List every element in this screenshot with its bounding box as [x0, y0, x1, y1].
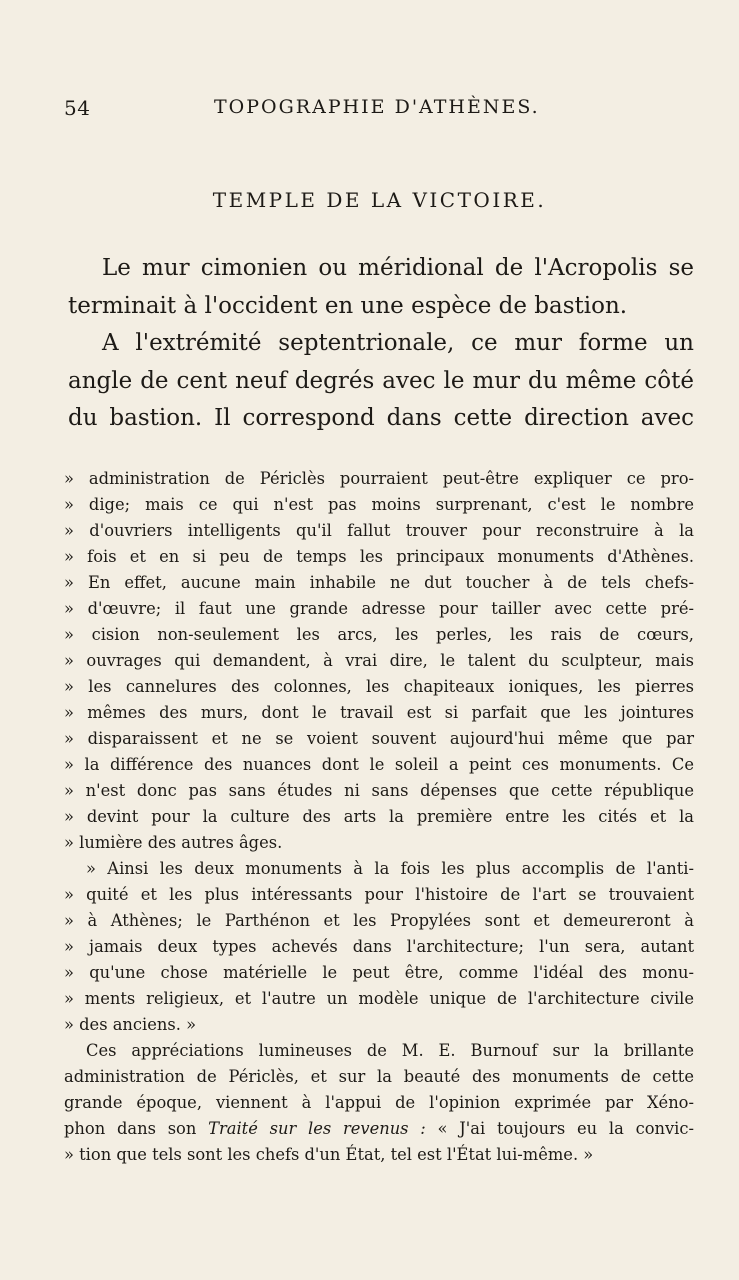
footnote-text: « J'ai toujours eu la convic-	[425, 1119, 695, 1138]
footnote-line: » administration de Périclès pourraient peut-être expliquer ce pro-	[64, 469, 694, 488]
footnote-line: » disparaissent et ne se voient souvent aujourd'hui même que par	[64, 729, 694, 748]
footnote-line: grande époque, viennent à l'appui de l'opinion exprimée par Xéno-	[64, 1093, 694, 1112]
cited-work-title: Traité sur les revenus :	[208, 1119, 426, 1138]
footnote-text: phon dans son	[64, 1119, 209, 1138]
footnote-line: » n'est donc pas sans études ni sans dépenses que cette république	[64, 781, 694, 800]
main-text	[68, 250, 694, 438]
main-text-line: terminait à l'occident en une espèce de bastion.	[68, 292, 628, 319]
page-number: 54	[64, 96, 91, 120]
footnote-line: administration de Périclès, et sur la beauté des monuments de cette	[64, 1067, 694, 1086]
footnote-line: » d'ouvriers intelligents qu'il fallut trouver pour reconstruire à la	[64, 521, 694, 540]
main-text-line: Le mur cimonien ou méridional de l'Acropolis se	[102, 255, 694, 281]
footnote-line: » cision non-seulement les arcs, les perles, les rais de cœurs,	[64, 625, 694, 644]
footnote-line: » quité et les plus intéressants pour l'histoire de l'art se trouvaient	[64, 885, 694, 904]
running-title: TOPOGRAPHIE D'ATHÈNES.	[214, 96, 540, 118]
footnote-line: » lumière des autres âges.	[64, 833, 283, 852]
footnote-line: » tion que tels sont les chefs d'un État, tel est l'État lui-même. »	[64, 1145, 594, 1164]
section-title: TEMPLE DE LA VICTOIRE.	[212, 188, 547, 212]
footnote-line: » jamais deux types achevés dans l'architecture; l'un sera, autant	[64, 937, 694, 956]
main-text-line: du bastion. Il correspond dans cette direction avec	[68, 405, 694, 431]
footnote-line: » des anciens. »	[64, 1015, 197, 1034]
footnote-line: » qu'une chose matérielle le peut être, comme l'idéal des monu-	[64, 963, 694, 982]
main-text-line: A l'extrémité septentrionale, ce mur forme un	[102, 330, 694, 356]
footnote-line: » mêmes des murs, dont le travail est si parfait que les jointures	[64, 703, 694, 722]
footnote-line: » ments religieux, et l'autre un modèle unique de l'architecture civile	[64, 989, 694, 1008]
footnote-line: » d'œuvre; il faut une grande adresse pour tailler avec cette pré-	[64, 599, 694, 618]
footnote-line: » la différence des nuances dont le soleil a peint ces monuments. Ce	[64, 755, 694, 774]
footnote-line: » les cannelures des colonnes, les chapiteaux ioniques, les pierres	[64, 677, 694, 696]
footnote-line: » dige; mais ce qui n'est pas moins surprenant, c'est le nombre	[64, 495, 694, 514]
footnote-line: » fois et en si peu de temps les principaux monuments d'Athènes.	[64, 547, 694, 566]
footnote	[64, 466, 694, 1168]
footnote-line-with-title	[64, 1116, 694, 1142]
footnote-line: Ces appréciations lumineuses de M. E. Burnouf sur la brillante	[86, 1041, 694, 1060]
footnote-line: » à Athènes; le Parthénon et les Propylées sont et demeureront à	[64, 911, 694, 930]
footnote-line: » En effet, aucune main inhabile ne dut toucher à de tels chefs-	[64, 573, 694, 592]
main-text-line: angle de cent neuf degrés avec le mur du même côté	[68, 367, 694, 394]
footnote-line: » Ainsi les deux monuments à la fois les plus accomplis de l'anti-	[86, 859, 694, 878]
page-header	[64, 96, 684, 126]
footnote-line: » devint pour la culture des arts la première entre les cités et la	[64, 807, 694, 826]
footnote-line: » ouvrages qui demandent, à vrai dire, le talent du sculpteur, mais	[64, 651, 694, 670]
